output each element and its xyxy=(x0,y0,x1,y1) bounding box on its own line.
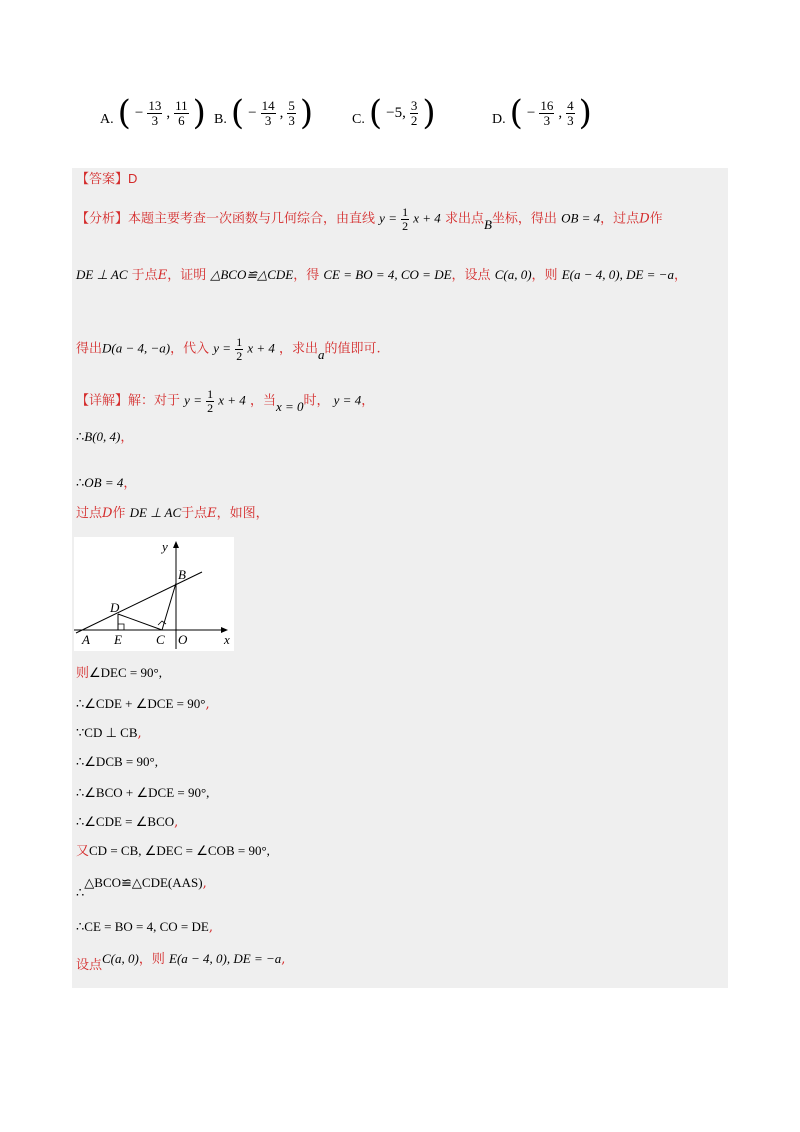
label-o: O xyxy=(178,632,188,647)
step-congruent: ∴△BCO≌△CDE(AAS), xyxy=(76,875,207,901)
detail-line-through-d: 过点D作 DE ⊥ AC于点E，如图， xyxy=(76,505,269,521)
option-a[interactable]: A. ( − $\frac{13}{3}$ , $\frac{11}{6}$ ) xyxy=(100,93,206,133)
label-c: C xyxy=(156,632,165,647)
option-letter: D. xyxy=(492,112,506,127)
step-set-point: 设点C(a, 0)，则 E(a − 4, 0), DE = −a, xyxy=(76,951,286,973)
label-x: x xyxy=(224,632,230,647)
step-ce-bo: ∴CE = BO = 4, CO = DE, xyxy=(76,919,213,935)
option-letter: A. xyxy=(100,112,114,127)
fraction-half: $\frac{1}{2}$ xyxy=(207,387,214,415)
step-cd-perp-cb: ∵CD ⊥ CB, xyxy=(76,725,142,741)
answer-label: 【答案】 xyxy=(76,172,129,187)
fraction: $\frac{4}{3}$ xyxy=(567,97,574,128)
label-e: E xyxy=(114,632,122,647)
detail-label: 【详解】 xyxy=(76,393,129,409)
step-angle-sum2: ∴∠BCO + ∠DCE = 90°, xyxy=(76,785,210,801)
step-angle-sum1: ∴∠CDE + ∠DCE = 90°, xyxy=(76,696,210,712)
step-angle-eq: ∴∠CDE = ∠BCO, xyxy=(76,814,179,830)
analysis-label: 【分析】 xyxy=(76,211,129,227)
fraction-half: $\frac{1}{2}$ xyxy=(236,335,243,363)
detail-line-1: 【详解】解：对于 y = $\frac{1}{2}$ x + 4 ，当x = 0时， y = 4， xyxy=(76,387,375,415)
fraction: $\frac{5}{3}$ xyxy=(288,97,295,128)
fraction: $\frac{16}{3}$ xyxy=(540,97,554,128)
figure-svg xyxy=(74,537,234,651)
analysis-line-1: 【分析】本题主要考查一次函数与几何综合，由直线 y = $\frac{1}{2}$ x + 4 求出点B坐标，得出 OB = 4，过点D作 xyxy=(76,205,663,233)
option-letter: C. xyxy=(352,112,365,127)
step-angle-dcb: ∴∠DCB = 90°, xyxy=(76,754,158,770)
step-cd-cb: 又CD = CB, ∠DEC = ∠COB = 90°, xyxy=(76,843,270,859)
analysis-line-3: 得出D(a − 4, −a)，代入 y = $\frac{1}{2}$ x + 4 ，求出a的值即可. xyxy=(76,335,381,363)
geometry-figure xyxy=(74,537,234,651)
answer-value: D xyxy=(128,171,138,186)
fraction: $\frac{3}{2}$ xyxy=(410,97,418,128)
answer-line xyxy=(76,172,137,186)
option-letter: B. xyxy=(214,112,227,127)
fraction: $\frac{11}{6}$ xyxy=(175,97,188,128)
option-d[interactable]: D. ( − $\frac{16}{3}$ , $\frac{4}{3}$ ) xyxy=(492,93,592,133)
detail-line-ob4: ∴OB = 4， xyxy=(76,475,137,491)
label-d: D xyxy=(110,600,120,615)
detail-line-b04: ∴B(0, 4)， xyxy=(76,429,134,445)
option-b[interactable]: B. ( − $\frac{14}{3}$ , $\frac{5}{3}$ ) xyxy=(214,93,314,133)
label-b: B xyxy=(178,567,186,582)
option-c[interactable]: C. ( −5, $\frac{3}{2}$ ) xyxy=(352,93,436,133)
label-y: y xyxy=(162,539,168,554)
analysis-line-2: DE ⊥ AC 于点E，证明 △BCO≌△CDE，得 CE = BO = 4, CO = DE，设点 C(a, 0)，则 E(a − 4, 0), DE = −a， xyxy=(76,267,687,283)
fraction: $\frac{13}{3}$ xyxy=(148,97,162,128)
step-angle-dec: 则∠DEC = 90°, xyxy=(76,665,162,681)
fraction: $\frac{14}{3}$ xyxy=(261,97,275,128)
fraction-half: $\frac{1}{2}$ xyxy=(402,205,409,233)
label-a: A xyxy=(82,632,90,647)
